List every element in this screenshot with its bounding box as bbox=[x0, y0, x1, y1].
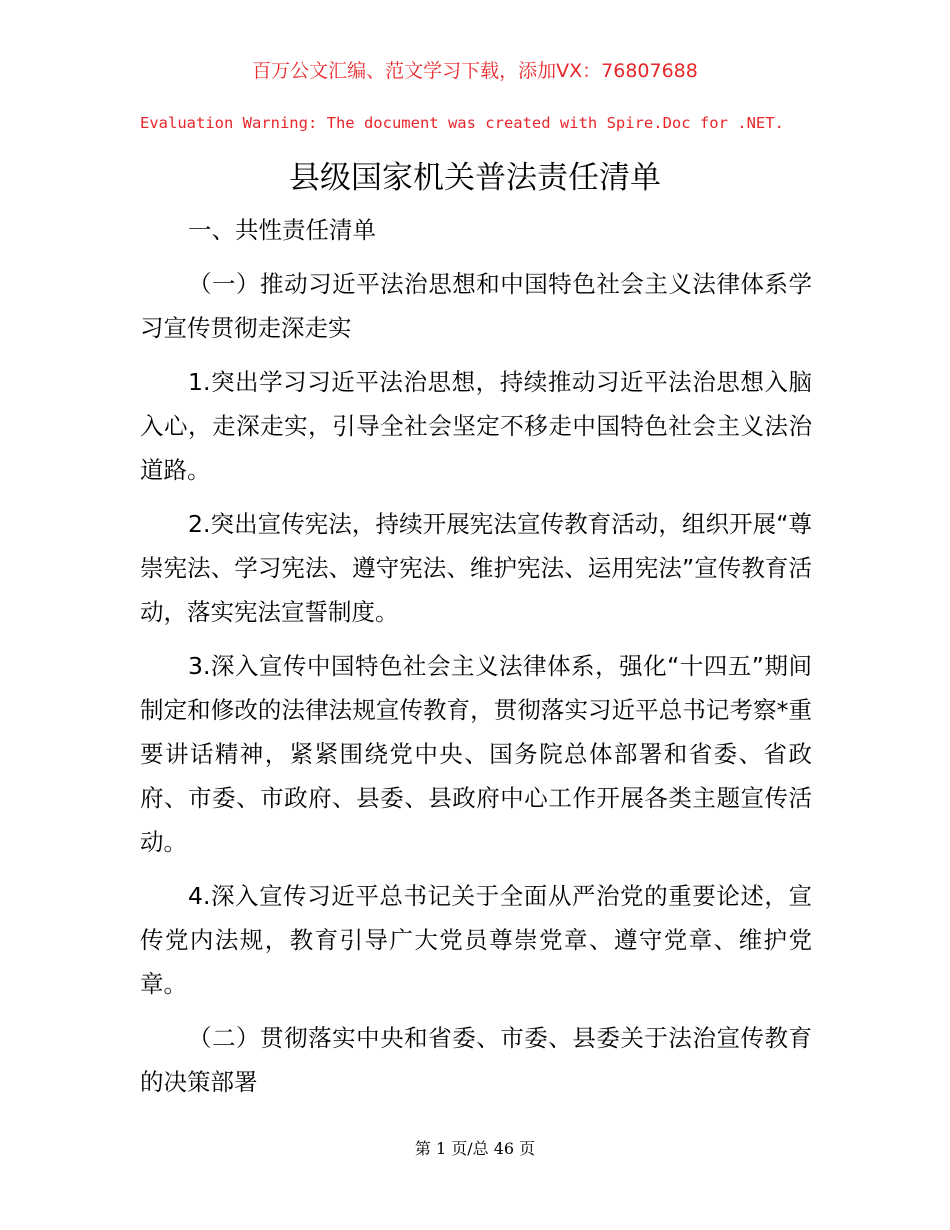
list-item-4: 4.深入宣传习近平总书记关于全面从严治党的重要论述，宣传党内法规，教育引导广大党员尊崇党章、遵守党章、维护党章。 bbox=[140, 882, 812, 998]
list-item-1: 1.突出学习习近平法治思想，持续推动习近平法治思想入脑入心，走深走实，引导全社会坚定不移走中国特色社会主义法治道路。 bbox=[140, 368, 812, 484]
document-title: 县级国家机关普法责任清单 bbox=[289, 160, 661, 196]
evaluation-warning: Evaluation Warning: The document was created with Spire.Doc for .NET. bbox=[140, 114, 784, 132]
document-body bbox=[140, 208, 812, 1104]
list-item-2: 2.突出宣传宪法，持续开展宪法宣传教育活动，组织开展“尊崇宪法、学习宪法、遵守宪法、维护宪法、运用宪法”宣传教育活动，落实宪法宣誓制度。 bbox=[140, 510, 812, 626]
page-footer: 第 1 页/总 46 页 bbox=[414, 1139, 536, 1158]
section-heading-common-responsibilities: 一、共性责任清单 bbox=[188, 216, 376, 244]
list-item-3: 3.深入宣传中国特色社会主义法律体系，强化“十四五”期间制定和修改的法律法规宣传教育，贯彻落实习近平总书记考察*重要讲话精神，紧紧围绕党中央、国务院总体部署和省委、省政府、市委、市政府、县委、县政府中心工作开展各类主题宣传活动。 bbox=[140, 652, 812, 856]
subsection-heading-1: （一）推动习近平法治思想和中国特色社会主义法律体系学习宣传贯彻走深走实 bbox=[140, 270, 812, 342]
subsection-heading-2: （二）贯彻落实中央和省委、市委、县委关于法治宣传教育的决策部署 bbox=[140, 1024, 812, 1096]
header-banner: 百万公文汇编、范文学习下载，添加VX：76807688 bbox=[252, 60, 698, 82]
